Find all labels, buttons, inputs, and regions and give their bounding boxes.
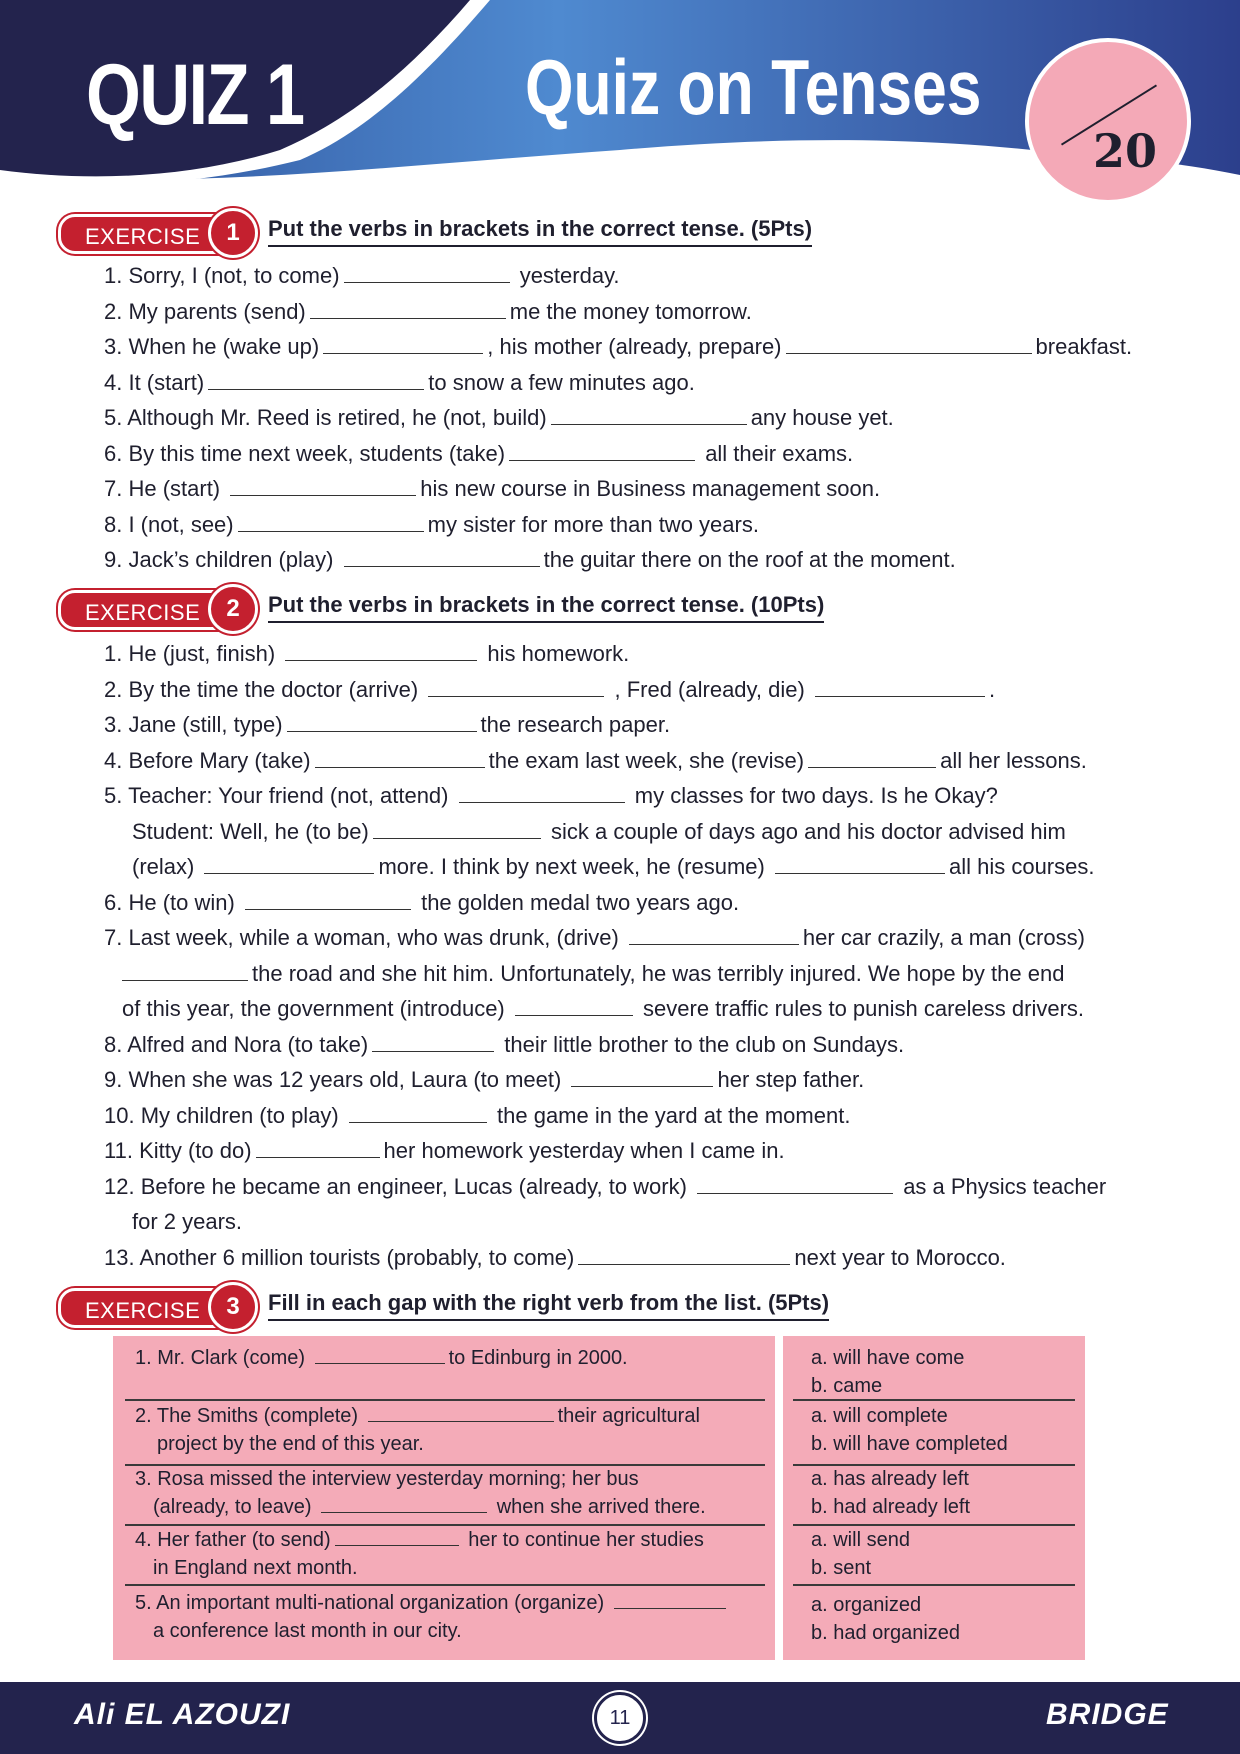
list-item: 10. My children (to play) the game in the yard at the moment. xyxy=(104,1102,851,1128)
list-item: the road and she hit him. Unfortunately, he was terribly injured. We hope by the end xyxy=(104,956,1106,992)
quiz-number-label: QUIZ 1 xyxy=(86,47,304,143)
list-item: 8. I (not, see) my sister for more than two years. xyxy=(104,511,759,537)
list-item: 3. When he (wake up) , his mother (already, prepare) breakfast. xyxy=(104,334,1133,359)
answer-blank[interactable] xyxy=(372,1035,494,1052)
list-item: Student: Well, he (to be) sick a couple of days ago and his doctor advised him xyxy=(132,818,1066,844)
exercise-number: 2 xyxy=(208,584,258,634)
list-item: 1. He (just, finish) his homework. xyxy=(104,641,630,666)
list-item: 11. Kitty (to do) her homework yesterday when I came in. xyxy=(104,1138,785,1163)
option-a[interactable]: a. has already left xyxy=(811,1468,969,1490)
option-b[interactable]: b. came xyxy=(811,1375,883,1397)
option-b[interactable]: b. sent xyxy=(811,1557,872,1579)
answer-blank[interactable] xyxy=(368,1405,554,1422)
answer-blank[interactable] xyxy=(808,751,936,768)
answer-blank[interactable] xyxy=(230,479,416,496)
answer-blank[interactable] xyxy=(459,786,625,803)
question-item: 4. Her father (to send) her to continue her studies xyxy=(135,1529,704,1551)
answer-blank[interactable] xyxy=(344,550,540,567)
list-item: 1. Sorry, I (not, to come) yesterday. xyxy=(104,263,620,288)
answer-blank[interactable] xyxy=(310,302,506,319)
answer-blank[interactable] xyxy=(335,1529,459,1546)
list-item: 4. Before Mary (take) the exam last week, she (revise) all her lessons. xyxy=(104,747,1087,773)
answer-blank[interactable] xyxy=(344,266,510,283)
question-item-continued: a conference last month in our city. xyxy=(153,1620,462,1642)
quiz-header xyxy=(0,0,1240,215)
exercise-badge-label: EXERCISE xyxy=(85,600,201,625)
option-a[interactable]: a. organized xyxy=(811,1594,922,1616)
author-name: Ali EL AZOUZI xyxy=(74,1698,291,1731)
question-item: 3. Rosa missed the interview yesterday morning; her bus xyxy=(135,1468,639,1490)
answer-blank[interactable] xyxy=(287,715,477,732)
list-item: for 2 years. xyxy=(132,1209,243,1234)
list-item: of this year, the government (introduce) severe traffic rules to punish careless drivers. xyxy=(122,996,1085,1021)
answer-blank[interactable] xyxy=(349,1106,487,1123)
question-item: 5. An important multi-national organization (organize) xyxy=(135,1589,730,1617)
option-a[interactable]: a. will have come xyxy=(811,1347,965,1369)
brand-name: BRIDGE xyxy=(1046,1698,1169,1731)
option-a[interactable]: a. will send xyxy=(811,1529,910,1551)
page-number: 11 xyxy=(594,1692,646,1744)
row-divider xyxy=(793,1584,1075,1586)
answer-blank[interactable] xyxy=(321,1496,487,1513)
answer-blank[interactable] xyxy=(775,857,945,874)
answer-blank[interactable] xyxy=(238,515,424,532)
answer-blank[interactable] xyxy=(323,337,483,354)
exercise-number: 3 xyxy=(208,1282,258,1332)
exercise-instruction: Put the verbs in brackets in the correct tense. (5Pts) xyxy=(268,216,812,247)
answer-blank[interactable] xyxy=(315,751,485,768)
answer-blank[interactable] xyxy=(614,1592,726,1609)
row-divider xyxy=(793,1399,1075,1401)
exercise-badge-label: EXERCISE xyxy=(85,1298,201,1323)
answer-blank[interactable] xyxy=(571,1070,713,1087)
answer-blank[interactable] xyxy=(204,857,374,874)
score-badge xyxy=(1025,38,1191,204)
answer-blank[interactable] xyxy=(315,1347,445,1364)
answer-blank[interactable] xyxy=(245,893,411,910)
answer-blank[interactable] xyxy=(697,1177,893,1194)
answer-blank[interactable] xyxy=(515,999,633,1016)
row-divider xyxy=(125,1584,765,1586)
list-item: 7. He (start) his new course in Business management soon. xyxy=(104,476,881,501)
score-total: 20 xyxy=(1093,124,1158,178)
answer-blank[interactable] xyxy=(551,408,747,425)
list-item: 7. Last week, while a woman, who was drunk, (drive) her car crazily, a man (cross) xyxy=(104,925,1085,950)
list-item: 2. By the time the doctor (arrive) , Fred (already, die) . xyxy=(104,676,996,702)
answer-blank[interactable] xyxy=(815,680,985,697)
answer-blank[interactable] xyxy=(509,444,695,461)
question-item-continued: (already, to leave) when she arrived there. xyxy=(153,1496,706,1518)
exercise-instruction: Put the verbs in brackets in the correct tense. (10Pts) xyxy=(268,592,824,623)
exercise-3-questions xyxy=(113,1336,775,1660)
list-item: 5. Although Mr. Reed is retired, he (not, build) any house yet. xyxy=(104,405,894,430)
list-item: 3. Jane (still, type) the research paper. xyxy=(104,712,671,737)
exercise-instruction: Fill in each gap with the right verb from the list. (5Pts) xyxy=(268,1290,829,1321)
question-item: 2. The Smiths (complete) their agricultural xyxy=(135,1405,700,1427)
exercise-badge-label: EXERCISE xyxy=(85,224,201,249)
question-item: 1. Mr. Clark (come) to Edinburg in 2000. xyxy=(135,1347,628,1369)
answer-blank[interactable] xyxy=(578,1248,790,1265)
answer-blank[interactable] xyxy=(285,644,477,661)
answer-blank[interactable] xyxy=(428,680,604,697)
exercise-3-options xyxy=(783,1336,1085,1660)
answer-blank[interactable] xyxy=(256,1141,380,1158)
list-item: 9. When she was 12 years old, Laura (to meet) her step father. xyxy=(104,1067,865,1092)
list-item: 13. Another 6 million tourists (probably, to come) next year to Morocco. xyxy=(104,1244,1006,1270)
list-item: 6. By this time next week, students (take) all their exams. xyxy=(104,440,854,466)
exercise-number: 1 xyxy=(208,208,258,258)
answer-blank[interactable] xyxy=(122,964,248,981)
list-item: 6. He (to win) the golden medal two years ago. xyxy=(104,889,740,915)
option-a[interactable]: a. will complete xyxy=(811,1405,948,1427)
question-item-continued: project by the end of this year. xyxy=(157,1433,424,1455)
list-item: (relax) more. I think by next week, he (resume) all his courses. xyxy=(132,854,1095,879)
list-item: 2. My parents (send) me the money tomorrow. xyxy=(104,298,752,324)
option-b[interactable]: b. had organized xyxy=(811,1622,961,1644)
page-footer xyxy=(0,1682,1240,1754)
row-divider xyxy=(125,1399,765,1401)
list-item: 4. It (start) to snow a few minutes ago. xyxy=(104,369,695,395)
quiz-title: Quiz on Tenses xyxy=(525,43,982,131)
list-item: 5. Teacher: Your friend (not, attend) my classes for two days. Is he Okay? xyxy=(104,783,998,808)
list-item: 9. Jack’s children (play) the guitar there on the roof at the moment. xyxy=(104,547,956,572)
answer-blank[interactable] xyxy=(373,822,541,839)
exercise-1-items xyxy=(104,258,1132,578)
list-item: 8. Alfred and Nora (to take) their little brother to the club on Sundays. xyxy=(104,1031,905,1057)
option-b[interactable]: b. had already left xyxy=(811,1496,970,1518)
exercise-2-items xyxy=(104,636,1106,1275)
option-b[interactable]: b. will have completed xyxy=(811,1433,1008,1455)
answer-blank[interactable] xyxy=(208,373,424,390)
answer-blank[interactable] xyxy=(786,337,1032,354)
list-item: 12. Before he became an engineer, Lucas (already, to work) as a Physics teacher xyxy=(104,1173,1107,1199)
answer-blank[interactable] xyxy=(629,928,799,945)
question-item-continued: in England next month. xyxy=(153,1557,358,1579)
